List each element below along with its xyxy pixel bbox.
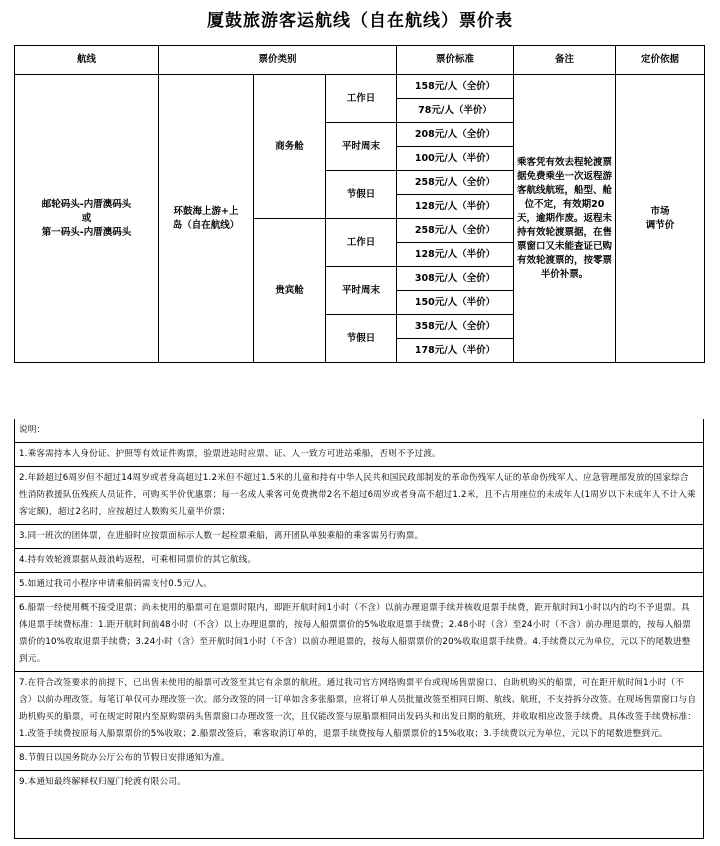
price-cell: 178元/人（半价）: [397, 339, 514, 363]
price-cell: 150元/人（半价）: [397, 291, 514, 315]
price-cell: 158元/人（全价）: [397, 75, 514, 99]
notes-section: [14, 419, 704, 839]
header-route: 航线: [15, 46, 159, 75]
fare-table: [14, 45, 705, 363]
category-cell: [159, 75, 254, 363]
route-line: 或: [81, 212, 92, 224]
table-header-row: [15, 46, 705, 75]
period-cell: 节假日: [326, 171, 397, 219]
note-item: 6.船票一经使用概不接受退票；尚未使用的船票可在退票时限内，即距开航时间1小时（不含）以前办理退票手续并核收退票手续费，距开航时间1小时以内的均不予退票。具体退票手续费标准：1.距开航时间前48小时（不含）以上办理退票的，按每人船票票价的5%收取退票手续费；2.48小时（含）至24小时（不含）前办理退票的，按每人船票票价的10%收取退票手续费；3.24小时（含）至开航时间1小时（不含）以前办理退票的，按每人船票票价的20%收取退票手续费。4.手续费以元为单位，元以下的尾数进整到元。: [15, 597, 703, 672]
price-cell: 100元/人（半价）: [397, 147, 514, 171]
price-cell: 208元/人（全价）: [397, 123, 514, 147]
note-item: 2.年龄超过6周岁但不超过14周岁或者身高超过1.2米但不超过1.5米的儿童和持有中华人民共和国民政部制发的革命伤残军人证的革命伤残军人、应急管理部发放的国家综合性消防救援队伍残疾人员证件，可购买半价优惠票；每一名成人乘客可免费携带2名不超过6周岁或者身高不超过1.2米，且不占用座位的未成年人(1周岁以下未成年人不计入乘客定额)，超过2名时，应按超过人数购买儿童半价票；: [15, 467, 703, 525]
notes-heading: 说明：: [15, 419, 703, 443]
period-cell: 平时周末: [326, 267, 397, 315]
period-cell: 节假日: [326, 315, 397, 363]
route-line: 第一码头-内厝澳码头: [41, 226, 132, 238]
period-cell: 工作日: [326, 75, 397, 123]
header-remark: 备注: [514, 46, 616, 75]
note-item: 5.如通过我司小程序申请乘船码需支付0.5元/人。: [15, 573, 703, 597]
period-cell: 工作日: [326, 219, 397, 267]
note-item: 9.本通知最终解释权归厦门轮渡有限公司。: [19, 777, 186, 787]
basis-cell: [616, 75, 705, 363]
class-vip: 贵宾舱: [254, 219, 326, 363]
price-cell: 128元/人（半价）: [397, 243, 514, 267]
category-line: 环鼓海上游+上: [173, 205, 239, 217]
note-item: 4.持有效轮渡票据从鼓浪屿返程，可乘相同票价的其它航线。: [15, 549, 703, 573]
price-cell: 358元/人（全价）: [397, 315, 514, 339]
price-cell: 128元/人（半价）: [397, 195, 514, 219]
period-cell: 平时周末: [326, 123, 397, 171]
category-line: 岛（自在航线）: [172, 219, 240, 231]
page-title: 厦鼓旅游客运航线（自在航线）票价表: [207, 11, 513, 31]
price-cell: 78元/人（半价）: [397, 99, 514, 123]
header-price: 票价标准: [397, 46, 514, 75]
note-item: 8.节假日以国务院办公厅公布的节假日安排通知为准。: [15, 747, 703, 771]
price-cell: 308元/人（全价）: [397, 267, 514, 291]
price-cell: 258元/人（全价）: [397, 219, 514, 243]
basis-line: 调节价: [645, 219, 675, 231]
route-line: 邮轮码头-内厝澳码头: [41, 198, 132, 210]
note-item: 7.在符合改签要求的前提下，已出售未使用的船票可改签至其它有余票的航班。通过我司官方网络购票平台或现场售票窗口、自助机购买的船票，可在距开航时间1小时（不含）以前办理改签。每笔订单仅可办理改签一次。部分改签的同一订单如含多张船票，应将订单人员批量改签至相同日期、航线、航班，不支持拆分改签。在现场售票窗口与自助机购买的船票，可在规定时限内至原购票码头售票窗口办理改签一次，且仅能改签与原船票相同出发码头和出发日期的航班，并收取相应改签手续费。具体改签手续费标准：1.改签手续费按原每人船票票价的5%收取；2.船票改签后，乘客取消订单的，退票手续费按每人船票票价的15%收取；3.手续费以元为单位，元以下的尾数进整到元。: [15, 672, 703, 747]
header-category: 票价类别: [159, 46, 397, 75]
route-cell: [15, 75, 159, 363]
remark-cell: 乘客凭有效去程轮渡票据免费乘坐一次返程游客航线航班，船型、舱位不定，有效期20天，逾期作废。返程未持有效轮渡票据，在售票窗口又未能查证已购有效轮渡票的，按零票半价补票。: [514, 75, 616, 363]
price-cell: 258元/人（全价）: [397, 171, 514, 195]
note-item: 1.乘客需持本人身份证、护照等有效证件购票，验票进站时应票、证、人一致方可进站乘船，否则不予过渡。: [15, 443, 703, 467]
header-basis: 定价依据: [616, 46, 705, 75]
note-item: 3.同一班次的团体票，在进船时应按票面标示人数一起检票乘船，离开团队单独乘船的乘客需另行购票。: [15, 525, 703, 549]
class-business: 商务舱: [254, 75, 326, 219]
basis-line: 市场: [650, 205, 670, 217]
